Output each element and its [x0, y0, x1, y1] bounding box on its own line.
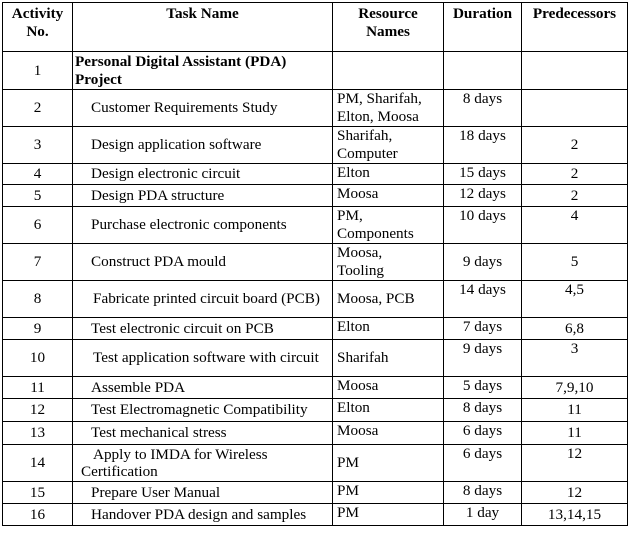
activity-no: 9 [3, 318, 73, 340]
table-row [3, 422, 628, 445]
activity-no: 10 [3, 340, 73, 377]
duration: 8 days [444, 482, 522, 504]
task-name: Design electronic circuit [73, 164, 333, 185]
predecessors: 12 [522, 445, 628, 482]
duration: 5 days [444, 377, 522, 399]
activity-no: 11 [3, 377, 73, 399]
header-duration: Duration [444, 3, 522, 52]
task-name: Personal Digital Assistant (PDA) Project [73, 52, 333, 90]
table-row [3, 164, 628, 185]
duration: 6 days [444, 445, 522, 482]
predecessors: 11 [522, 399, 628, 422]
table-row [3, 244, 628, 281]
predecessors: 2 [522, 185, 628, 207]
task-name: Customer Requirements Study [73, 90, 333, 127]
task-name: Assemble PDA [73, 377, 333, 399]
duration: 15 days [444, 164, 522, 185]
table-row [3, 318, 628, 340]
activity-no: 16 [3, 504, 73, 526]
header-task-name: Task Name [73, 3, 333, 52]
predecessors: 2 [522, 127, 628, 164]
table-row [3, 127, 628, 164]
resource-names: PM, Sharifah, Elton, Moosa [333, 90, 444, 127]
predecessors: 2 [522, 164, 628, 185]
duration: 10 days [444, 207, 522, 244]
resource-names: Elton [333, 399, 444, 422]
table-row [3, 281, 628, 318]
duration: 18 days [444, 127, 522, 164]
task-name: Test Electromagnetic Compatibility [73, 399, 333, 422]
table-row [3, 399, 628, 422]
resource-names: PM [333, 445, 444, 482]
resource-names: Moosa, PCB [333, 281, 444, 318]
resource-names: Elton [333, 318, 444, 340]
table-row [3, 377, 628, 399]
duration: 6 days [444, 422, 522, 445]
activity-no: 8 [3, 281, 73, 318]
table-row [3, 52, 628, 90]
duration: 1 day [444, 504, 522, 526]
duration: 9 days [444, 244, 522, 281]
activity-no: 14 [3, 445, 73, 482]
resource-names: PM [333, 504, 444, 526]
duration: 14 days [444, 281, 522, 318]
header-predecessors: Predecessors [522, 3, 628, 52]
task-name: Prepare User Manual [73, 482, 333, 504]
table-row [3, 504, 628, 526]
predecessors: 13,14,15 [522, 504, 628, 526]
resource-names: Elton [333, 164, 444, 185]
resource-names: Moosa, Tooling [333, 244, 444, 281]
activity-no: 15 [3, 482, 73, 504]
task-name: Purchase electronic components [73, 207, 333, 244]
activity-no: 6 [3, 207, 73, 244]
predecessors: 7,9,10 [522, 377, 628, 399]
predecessors: 6,8 [522, 318, 628, 340]
task-name: Test mechanical stress [73, 422, 333, 445]
predecessors: 5 [522, 244, 628, 281]
predecessors: 4 [522, 207, 628, 244]
task-name: Construct PDA mould [73, 244, 333, 281]
resource-names [333, 52, 444, 90]
resource-names: Moosa [333, 185, 444, 207]
resource-names: Moosa [333, 377, 444, 399]
resource-names: Sharifah [333, 340, 444, 377]
resource-names: PM [333, 482, 444, 504]
duration: 7 days [444, 318, 522, 340]
task-name: Test electronic circuit on PCB [73, 318, 333, 340]
duration: 8 days [444, 399, 522, 422]
resource-names: Sharifah, Computer [333, 127, 444, 164]
predecessors: 11 [522, 422, 628, 445]
task-name: Test application software with circuit [73, 340, 333, 377]
resource-names: Moosa [333, 422, 444, 445]
activity-table [2, 2, 628, 526]
activity-no: 7 [3, 244, 73, 281]
header-resource-names: Resource Names [333, 3, 444, 52]
table-row [3, 445, 628, 482]
activity-no: 2 [3, 90, 73, 127]
activity-no: 5 [3, 185, 73, 207]
duration: 9 days [444, 340, 522, 377]
predecessors: 12 [522, 482, 628, 504]
predecessors [522, 90, 628, 127]
predecessors: 4,5 [522, 281, 628, 318]
activity-no: 1 [3, 52, 73, 90]
activity-no: 3 [3, 127, 73, 164]
resource-names: PM, Components [333, 207, 444, 244]
table-row [3, 90, 628, 127]
task-name: Design application software [73, 127, 333, 164]
task-name: Handover PDA design and samples [73, 504, 333, 526]
table-row [3, 207, 628, 244]
duration [444, 52, 522, 90]
duration: 8 days [444, 90, 522, 127]
activity-no: 12 [3, 399, 73, 422]
activity-no: 13 [3, 422, 73, 445]
predecessors: 3 [522, 340, 628, 377]
table-row [3, 340, 628, 377]
table-row [3, 482, 628, 504]
duration: 12 days [444, 185, 522, 207]
header-activity-no: Activity No. [3, 3, 73, 52]
task-name: Fabricate printed circuit board (PCB) [73, 281, 333, 318]
activity-no: 4 [3, 164, 73, 185]
task-name: Design PDA structure [73, 185, 333, 207]
table-row [3, 185, 628, 207]
task-name: Apply to IMDA for Wireless Certification [73, 445, 333, 482]
header-row [3, 3, 628, 52]
predecessors [522, 52, 628, 90]
